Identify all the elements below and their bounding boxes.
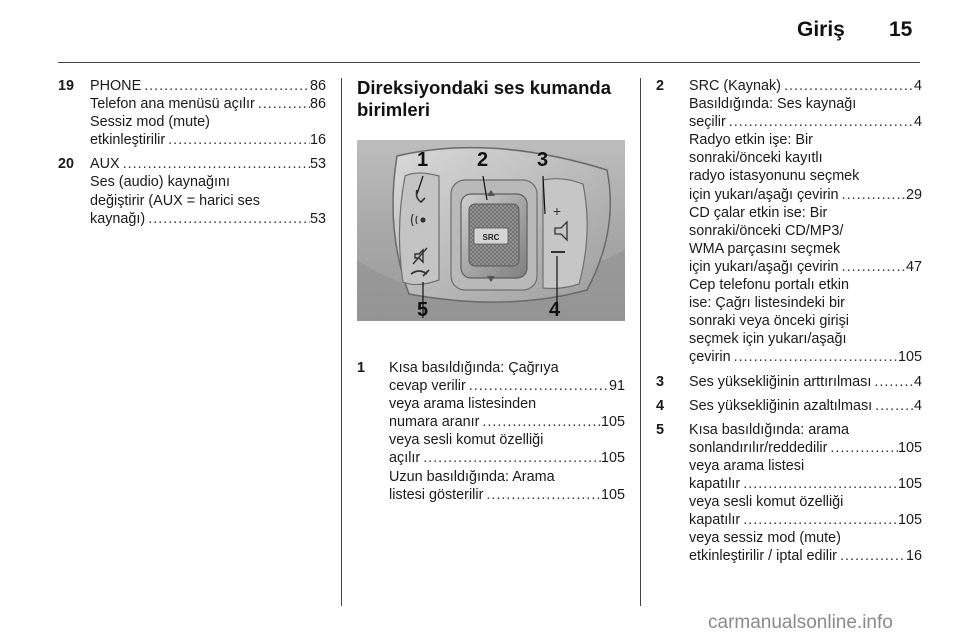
entry-line bbox=[689, 439, 922, 457]
entry-text: veya sesli komut özelliği bbox=[389, 432, 544, 449]
dot-leader bbox=[483, 486, 601, 504]
entry-line bbox=[689, 77, 922, 95]
dot-leader bbox=[740, 511, 898, 529]
entry-line bbox=[389, 395, 625, 413]
dot-leader bbox=[255, 95, 310, 113]
watermark: carmanualsonline.info bbox=[708, 612, 893, 633]
entry-text: radyo istasyonunu seçmek bbox=[689, 168, 860, 185]
column-divider bbox=[341, 78, 342, 606]
page-reference-link[interactable]: 4 bbox=[913, 78, 922, 94]
entry-number: 1 bbox=[357, 360, 366, 376]
entry-line bbox=[689, 348, 922, 366]
entry-line bbox=[689, 421, 922, 439]
entry-number: 20 bbox=[58, 156, 75, 173]
entry-line bbox=[389, 359, 625, 377]
entry-line bbox=[689, 373, 922, 391]
volume-up-icon: + bbox=[552, 203, 562, 219]
entry-text: veya arama listesinden bbox=[389, 396, 537, 413]
callout-5: 5 bbox=[417, 299, 429, 321]
entry-number: 5 bbox=[656, 421, 665, 438]
entry-text: sonraki veya önceki girişi bbox=[689, 313, 849, 330]
page-reference-link[interactable]: 105 bbox=[897, 439, 922, 456]
entry-text: açılır bbox=[389, 450, 421, 467]
page-reference-link[interactable]: 105 bbox=[600, 486, 625, 503]
entry-text: veya sessiz mod (mute) bbox=[689, 530, 841, 547]
entry-text: kapatılır bbox=[689, 475, 741, 492]
entry-line bbox=[389, 431, 625, 449]
entry-line bbox=[689, 397, 922, 415]
page-reference-link[interactable]: 86 bbox=[309, 96, 326, 113]
entry-line bbox=[689, 186, 922, 204]
entry-line bbox=[90, 113, 326, 131]
index-entry bbox=[656, 77, 922, 367]
page-number: 15 bbox=[889, 18, 913, 41]
middle-entry-list bbox=[357, 359, 625, 504]
dot-leader bbox=[145, 210, 310, 228]
entry-text: veya sesli komut özelliği bbox=[689, 494, 844, 511]
entry-text: Kısa basıldığında: Çağrıya bbox=[389, 360, 559, 376]
entry-number: 4 bbox=[656, 397, 665, 414]
entry-line bbox=[90, 173, 326, 191]
callout-1: 1 bbox=[417, 149, 429, 171]
entry-line bbox=[90, 95, 326, 113]
index-entry bbox=[656, 397, 922, 415]
index-entry bbox=[58, 155, 326, 227]
entry-text: Sessiz mod (mute) bbox=[90, 114, 210, 131]
entry-text: Ses yüksekliğinin azaltılması bbox=[689, 397, 873, 414]
page-title: Giriş bbox=[797, 18, 845, 41]
page-reference-link[interactable]: 105 bbox=[897, 512, 922, 529]
dot-leader bbox=[837, 547, 906, 565]
entry-text: Radyo etkin işe: Bir bbox=[689, 132, 813, 149]
page-reference-link[interactable]: 105 bbox=[897, 475, 922, 492]
index-entry bbox=[357, 359, 625, 504]
entry-line bbox=[90, 155, 326, 173]
entry-number: 19 bbox=[58, 78, 75, 94]
entry-text: sonlandırılır/reddedilir bbox=[689, 439, 828, 456]
entry-text: Ses (audio) kaynağını bbox=[90, 174, 230, 191]
page-reference-link[interactable]: 53 bbox=[309, 210, 326, 227]
middle-column bbox=[357, 77, 625, 510]
entry-line bbox=[689, 511, 922, 529]
entry-lines bbox=[90, 77, 326, 149]
entry-line bbox=[90, 192, 326, 210]
entry-text: veya arama listesi bbox=[689, 457, 805, 474]
entry-line bbox=[689, 131, 922, 149]
right-entry-list bbox=[656, 77, 922, 565]
dot-leader bbox=[165, 131, 310, 149]
entry-line bbox=[90, 210, 326, 228]
dot-leader bbox=[872, 397, 914, 415]
left-button-strip bbox=[399, 173, 439, 285]
entry-line bbox=[689, 276, 922, 294]
left-entry-list bbox=[58, 77, 326, 228]
page-reference-link[interactable]: 105 bbox=[600, 414, 625, 431]
entry-line bbox=[689, 330, 922, 348]
page-reference-link[interactable]: 4 bbox=[913, 397, 922, 414]
entry-line bbox=[689, 204, 922, 222]
entry-text: Cep telefonu portalı etkin bbox=[689, 277, 849, 294]
entry-text: Ses yüksekliğinin arttırılması bbox=[689, 373, 872, 390]
entry-line bbox=[689, 258, 922, 276]
entry-line bbox=[389, 449, 625, 467]
entry-text: seçilir bbox=[689, 114, 726, 131]
entry-number: 2 bbox=[656, 78, 665, 94]
entry-text: seçmek için yukarı/aşağı bbox=[689, 331, 847, 348]
right-column bbox=[656, 77, 922, 571]
entry-text: CD çalar etkin ise: Bir bbox=[689, 204, 828, 221]
section-heading: Direksiyondaki ses kumanda birimleri bbox=[357, 77, 611, 120]
entry-text: numara aranır bbox=[389, 414, 480, 431]
dot-leader bbox=[466, 377, 609, 395]
entry-line bbox=[689, 113, 922, 131]
entry-text: değiştirir (AUX = harici ses bbox=[90, 192, 260, 209]
entry-text: Telefon ana menüsü açılır bbox=[90, 96, 255, 113]
entry-text: için yukarı/aşağı çevirin bbox=[689, 186, 839, 203]
index-entry bbox=[656, 373, 922, 391]
entry-line bbox=[689, 312, 922, 330]
left-column bbox=[58, 77, 326, 234]
column-divider bbox=[640, 78, 641, 606]
dot-leader bbox=[781, 77, 914, 95]
entry-text: sonraki/önceki kayıtlı bbox=[689, 150, 823, 167]
index-entry bbox=[58, 77, 326, 149]
steering-wheel-controls-figure bbox=[357, 140, 625, 321]
entry-text: AUX bbox=[90, 156, 120, 173]
entry-text: SRC (Kaynak) bbox=[689, 78, 781, 94]
page-reference-link[interactable]: 4 bbox=[913, 114, 922, 131]
entry-text: etkinleştirilir / iptal edilir bbox=[689, 548, 837, 565]
index-entry bbox=[656, 421, 922, 566]
page-reference-link[interactable]: 53 bbox=[309, 156, 326, 173]
dot-leader bbox=[827, 439, 898, 457]
entry-line bbox=[689, 547, 922, 565]
page-reference-link[interactable]: 16 bbox=[905, 548, 922, 565]
entry-lines bbox=[689, 77, 922, 367]
dot-leader bbox=[420, 449, 601, 467]
entry-number: 3 bbox=[656, 373, 665, 390]
entry-text: ise: Çağrı listesindeki bir bbox=[689, 295, 845, 312]
dot-leader bbox=[839, 186, 906, 204]
entry-text: cevap verilir bbox=[389, 378, 466, 395]
entry-text: listesi gösterilir bbox=[389, 486, 484, 503]
entry-line bbox=[389, 486, 625, 504]
entry-text: kaynağı) bbox=[90, 210, 146, 227]
entry-lines bbox=[689, 421, 922, 566]
dot-leader bbox=[479, 413, 601, 431]
entry-line bbox=[689, 294, 922, 312]
dot-leader bbox=[740, 475, 898, 493]
callout-2: 2 bbox=[477, 149, 489, 171]
entry-text: PHONE bbox=[90, 78, 142, 94]
src-button-label: SRC bbox=[482, 233, 500, 242]
dot-leader bbox=[120, 155, 310, 173]
entry-text: için yukarı/aşağı çevirin bbox=[689, 258, 839, 275]
entry-line bbox=[689, 475, 922, 493]
header-rule bbox=[58, 62, 920, 63]
page-reference-link[interactable]: 4 bbox=[913, 373, 922, 390]
page-reference-link[interactable]: 91 bbox=[608, 378, 625, 395]
entry-line bbox=[689, 95, 922, 113]
entry-text: çevirin bbox=[689, 349, 731, 366]
entry-lines bbox=[389, 359, 625, 504]
entry-line bbox=[90, 131, 326, 149]
entry-text: Uzun basıldığında: Arama bbox=[389, 468, 555, 485]
page-reference-link[interactable]: 16 bbox=[309, 132, 326, 149]
entry-text: etkinleştirilir bbox=[90, 132, 166, 149]
entry-text: WMA parçasını seçmek bbox=[689, 240, 841, 257]
dot-leader bbox=[839, 258, 906, 276]
dot-leader bbox=[871, 373, 914, 391]
entry-line bbox=[389, 377, 625, 395]
entry-line bbox=[389, 468, 625, 486]
entry-text: kapatılır bbox=[689, 512, 741, 529]
callout-3: 3 bbox=[537, 149, 549, 171]
page-reference-link[interactable]: 86 bbox=[309, 78, 326, 94]
entry-line bbox=[689, 529, 922, 547]
entry-line bbox=[389, 413, 625, 431]
entry-line bbox=[689, 149, 922, 167]
entry-line bbox=[90, 77, 326, 95]
entry-line bbox=[689, 167, 922, 185]
entry-lines bbox=[689, 373, 922, 391]
dot-leader bbox=[141, 77, 310, 95]
page-reference-link[interactable]: 105 bbox=[897, 349, 922, 366]
entry-text: Basıldığında: Ses kaynağı bbox=[689, 96, 857, 113]
right-button-strip bbox=[543, 179, 587, 289]
entry-line bbox=[689, 493, 922, 511]
dot-leader bbox=[726, 113, 914, 131]
entry-line bbox=[689, 240, 922, 258]
entry-lines bbox=[90, 155, 326, 227]
entry-text: sonraki/önceki CD/MP3/ bbox=[689, 222, 844, 239]
page-reference-link[interactable]: 105 bbox=[600, 450, 625, 467]
page-reference-link[interactable]: 47 bbox=[905, 258, 922, 275]
page-reference-link[interactable]: 29 bbox=[905, 186, 922, 203]
entry-line bbox=[689, 457, 922, 475]
entry-text: Kısa basıldığında: arama bbox=[689, 421, 849, 438]
callout-4: 4 bbox=[549, 299, 561, 321]
steering-wheel-controls-illustration bbox=[357, 140, 625, 321]
entry-line bbox=[689, 222, 922, 240]
entry-lines bbox=[689, 397, 922, 415]
dot-leader bbox=[731, 348, 898, 366]
